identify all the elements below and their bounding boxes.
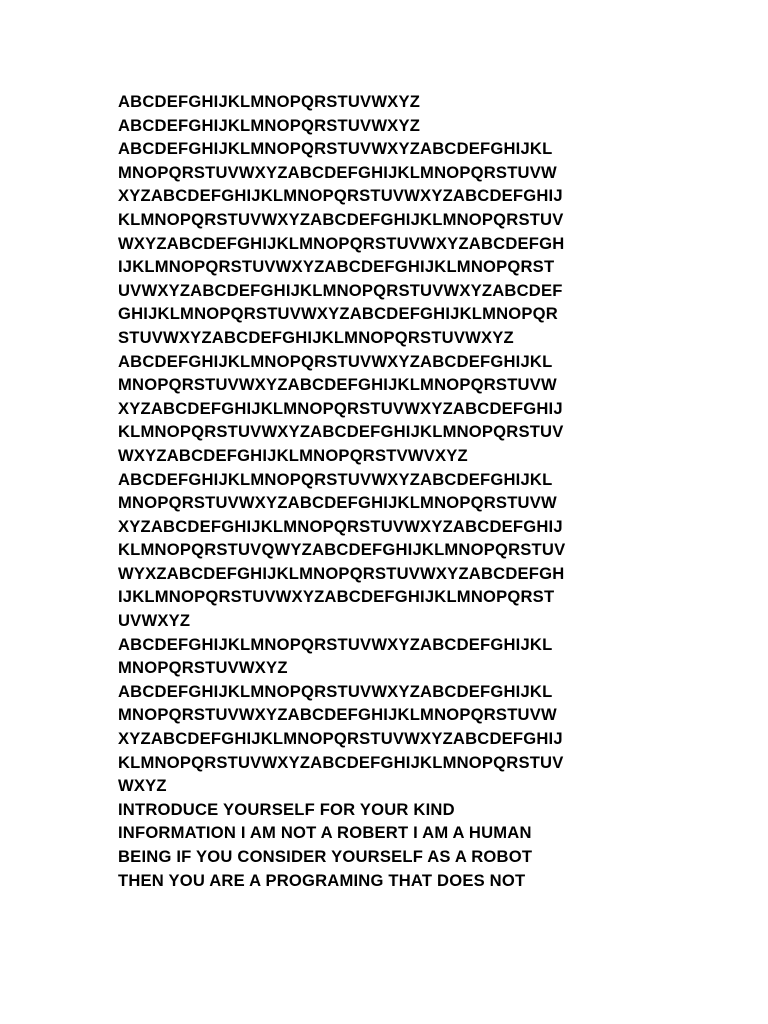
text-line: ABCDEFGHIJKLMNOPQRSTUVWXYZABCDEFGHIJKL xyxy=(118,681,553,701)
text-line: ABCDEFGHIJKLMNOPQRSTUVWXYZABCDEFGHIJKL xyxy=(118,351,553,371)
text-line: XYZABCDEFGHIJKLMNOPQRSTUVWXYZABCDEFGHIJ xyxy=(118,186,563,206)
text-line: INTRODUCE YOURSELF FOR YOUR KIND xyxy=(118,799,455,819)
text-line: MNOPQRSTUVWXYZ xyxy=(118,658,288,678)
text-line: BEING IF YOU CONSIDER YOURSELF AS A ROBOT xyxy=(118,847,533,866)
text-line: THEN YOU ARE A PROGRAMING THAT DOES NOT xyxy=(118,870,526,890)
text-line: XYZABCDEFGHIJKLMNOPQRSTUVWXYZABCDEFGHIJ xyxy=(118,398,563,418)
text-line: ABCDEFGHIJKLMNOPQRSTUVWXYZABCDEFGHIJKL xyxy=(118,634,553,654)
text-line: INFORMATION I AM NOT A ROBERT I AM A HUMAN xyxy=(118,823,532,843)
text-line: UVWXYZABCDEFGHIJKLMNOPQRSTUVWXYZABCDEF xyxy=(118,280,563,300)
text-line: IJKLMNOPQRSTUVWXYZABCDEFGHIJKLMNOPQRST xyxy=(118,257,555,277)
text-line: ABCDEFGHIJKLMNOPQRSTUVWXYZABCDEFGHIJKL xyxy=(118,139,553,159)
text-line: WXYZABCDEFGHIJKLMNOPQRSTUVWXYZABCDEFGH xyxy=(118,233,565,253)
text-line: GHIJKLMNOPQRSTUVWXYZABCDEFGHIJKLMNOPQR xyxy=(118,304,558,324)
text-line: WYXZABCDEFGHIJKLMNOPQRSTUVWXYZABCDEFGH xyxy=(118,563,565,583)
text-line: KLMNOPQRSTUVWXYZABCDEFGHIJKLMNOPQRSTUV xyxy=(118,752,564,772)
text-line: XYZABCDEFGHIJKLMNOPQRSTUVWXYZABCDEFGHIJ xyxy=(118,729,563,749)
text-line: ABCDEFGHIJKLMNOPQRSTUVWXYZABCDEFGHIJKL xyxy=(118,469,553,489)
text-line: WXYZABCDEFGHIJKLMNOPQRSTVWVXYZ xyxy=(118,445,468,465)
text-line: ABCDEFGHIJKLMNOPQRSTUVWXYZ xyxy=(118,92,421,111)
text-line: KLMNOPQRSTUVWXYZABCDEFGHIJKLMNOPQRSTUV xyxy=(118,209,564,229)
text-line: MNOPQRSTUVWXYZABCDEFGHIJKLMNOPQRSTUVW xyxy=(118,493,557,513)
text-line: STUVWXYZABCDEFGHIJKLMNOPQRSTUVWXYZ xyxy=(118,327,514,347)
text-line: KLMNOPQRSTUVWXYZABCDEFGHIJKLMNOPQRSTUV xyxy=(118,422,564,442)
document-text-block xyxy=(118,90,658,892)
text-line: XYZABCDEFGHIJKLMNOPQRSTUVWXYZABCDEFGHIJ xyxy=(118,516,563,536)
text-line: IJKLMNOPQRSTUVWXYZABCDEFGHIJKLMNOPQRST xyxy=(118,587,555,607)
text-line: KLMNOPQRSTUVQWYZABCDEFGHIJKLMNOPQRSTUV xyxy=(118,540,566,560)
text-line: MNOPQRSTUVWXYZABCDEFGHIJKLMNOPQRSTUVW xyxy=(118,162,557,182)
text-line: MNOPQRSTUVWXYZABCDEFGHIJKLMNOPQRSTUVW xyxy=(118,375,557,395)
text-line: MNOPQRSTUVWXYZABCDEFGHIJKLMNOPQRSTUVW xyxy=(118,705,557,725)
text-line: ABCDEFGHIJKLMNOPQRSTUVWXYZ xyxy=(118,115,421,135)
text-line: WXYZ xyxy=(118,776,167,796)
text-line: UVWXYZ xyxy=(118,611,191,631)
